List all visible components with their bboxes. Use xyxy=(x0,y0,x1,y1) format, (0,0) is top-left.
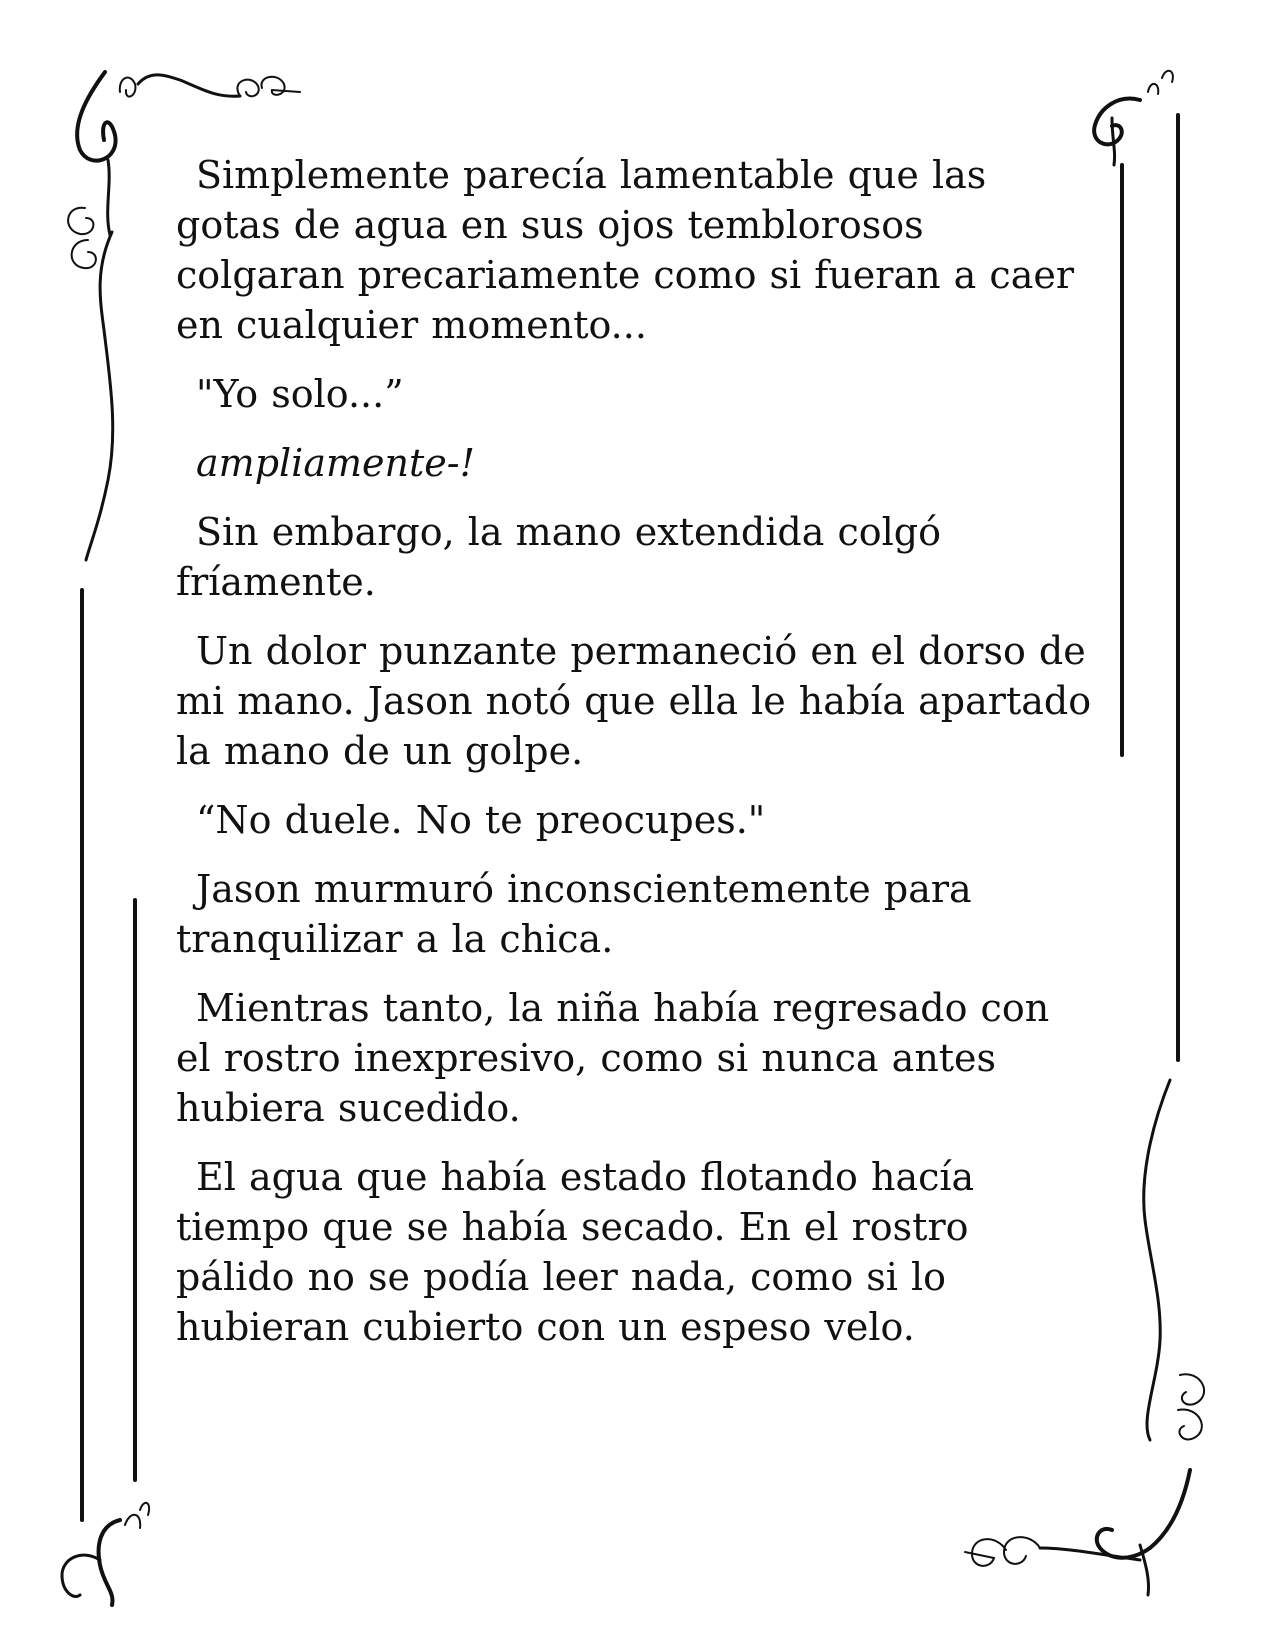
top-right-flourish xyxy=(1094,71,1173,165)
paragraph-6: “No duele. No te preocupes." xyxy=(196,798,766,842)
paragraph-5: Un dolor punzante permaneció en el dorso de mi mano. Jason notó que ella le había apartado la mano de un golpe. xyxy=(176,629,1092,773)
paragraph-1: Simplemente parecía lamentable que las gotas de agua en sus ojos temblorosos colgaran precariamente como si fueran a caer en cualquier momento... xyxy=(176,153,1074,347)
paragraph-7: Jason murmuró inconscientemente para tranquilizar a la chica. xyxy=(176,867,972,961)
paragraph-4: Sin embargo, la mano extendida colgó fríamente. xyxy=(176,510,941,604)
paragraph-9: El agua que había estado flotando hacía tiempo que se había secado. En el rostro pálido no se podía leer nada, como si lo hubieran cubierto con un espeso velo. xyxy=(176,1155,975,1349)
paragraph-3-italic: ampliamente-! xyxy=(196,441,475,485)
paragraph-2: "Yo solo...” xyxy=(196,372,404,416)
bottom-left-flourish xyxy=(62,1503,149,1605)
paragraph-8: Mientras tanto, la niña había regresado con el rostro inexpresivo, como si nunca antes hubiera sucedido. xyxy=(176,986,1050,1130)
page-text xyxy=(176,150,1096,1371)
